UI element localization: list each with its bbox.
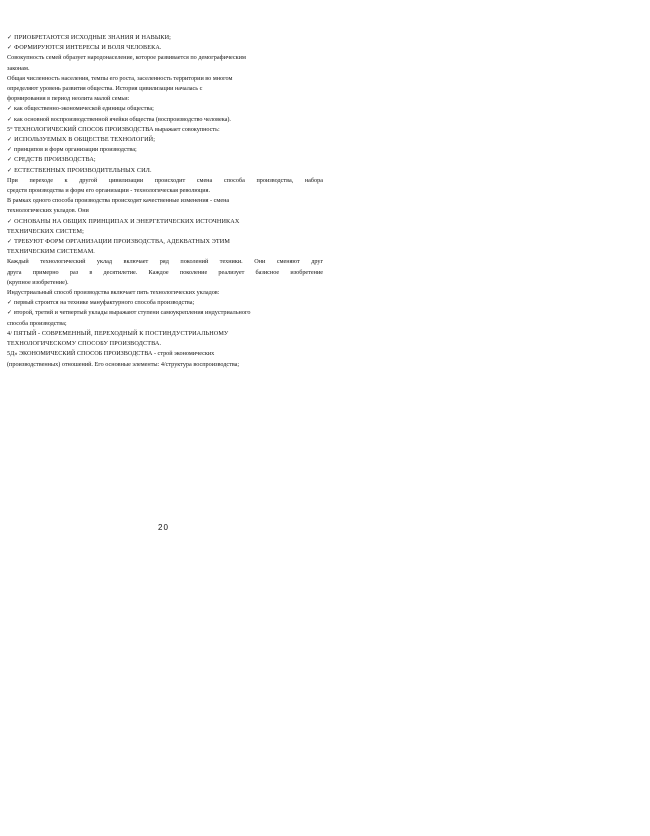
text-line bbox=[7, 298, 323, 308]
checkmark-icon: ✓ bbox=[7, 166, 13, 174]
text-line bbox=[7, 135, 323, 145]
text-line bbox=[7, 125, 323, 135]
text-line bbox=[7, 360, 323, 370]
text-line bbox=[7, 186, 323, 196]
text-line bbox=[7, 166, 323, 176]
text-line-content: как основной воспроизводственной ячейки общества (воспроизводство человека). bbox=[14, 115, 231, 123]
text-line-content: ПРИОБРЕТАЮТСЯ ИСХОДНЫЕ ЗНАНИЯ И НАВЫКИ; bbox=[14, 34, 171, 41]
text-line-content: 5Д» ЭКОНОМИЧЕСКИЙ СПОСОБ ПРОИЗВОДСТВА - строй экономических bbox=[7, 350, 215, 358]
text-line-content: ТЕХНОЛОГИЧЕСКОМУ СПОСОБУ ПРОИЗВОДСТВА. bbox=[7, 340, 162, 348]
text-line bbox=[7, 217, 323, 227]
text-line bbox=[7, 43, 323, 53]
checkmark-icon: ✓ bbox=[7, 44, 13, 52]
text-line bbox=[7, 227, 323, 237]
text-line bbox=[7, 155, 323, 165]
text-line-content: ОСНОВАНЫ НА ОБЩИХ ПРИНЦИПАХ И ЭНЕРГЕТИЧЕСКИХ ИСТОЧНИКАХ bbox=[14, 217, 240, 225]
text-line bbox=[7, 196, 323, 206]
checkmark-icon: ✓ bbox=[7, 299, 13, 307]
text-line-content: Совокупность семей образует народонаселение, которое развивается по демографическим bbox=[7, 54, 246, 62]
text-line-content: Индустриальный способ производства включает пять технологических укладов: bbox=[7, 289, 220, 297]
text-line-content: 5° ТЕХНОЛОГИЧЕСКИЙ СПОСОБ ПРОИЗВОДСТВА выражает совокупность: bbox=[7, 125, 220, 133]
text-line bbox=[7, 247, 323, 257]
text-line-content: ФОРМИРУЮТСЯ ИНТЕРЕСЫ И ВОЛЯ ЧЕЛОВЕКА. bbox=[14, 44, 162, 52]
checkmark-icon: ✓ bbox=[7, 238, 13, 246]
page-number: 20 bbox=[158, 523, 169, 532]
text-line-content: определяют уровень развития общества. История цивилизации началась с bbox=[7, 85, 203, 93]
checkmark-icon: ✓ bbox=[7, 156, 13, 164]
text-line bbox=[7, 74, 323, 84]
text-line bbox=[7, 339, 323, 349]
text-line bbox=[7, 278, 323, 288]
text-line bbox=[7, 64, 323, 74]
text-line bbox=[7, 145, 323, 155]
text-line bbox=[7, 33, 323, 43]
checkmark-icon: ✓ bbox=[7, 217, 13, 225]
text-line bbox=[7, 257, 323, 267]
checkmark-icon: ✓ bbox=[7, 105, 13, 113]
text-line bbox=[7, 237, 323, 247]
text-line-content: ТЕХНИЧЕСКИМ СИСТЕМАМ. bbox=[7, 248, 95, 256]
text-line bbox=[7, 94, 323, 104]
text-line-content: первый строится на технике мануфактурного способа производства; bbox=[14, 299, 195, 307]
text-line bbox=[7, 349, 323, 359]
document-text bbox=[7, 33, 323, 370]
text-line bbox=[7, 53, 323, 63]
text-line bbox=[7, 308, 323, 318]
text-line-content: ЕСТЕСТВЕННЫХ ПРОИЗВОДИТЕЛЬНЫХ СИЛ. bbox=[14, 166, 152, 174]
text-line bbox=[7, 84, 323, 94]
text-line-content: ИСПОЛЬЗУЕМЫХ В ОБЩЕСТВЕ ТЕХНОЛОГИЙ; bbox=[14, 136, 156, 144]
text-line-content: средств производства и форм его организации - технологическая революция. bbox=[7, 187, 211, 195]
text-line-content: ТРЕБУЮТ ФОРМ ОРГАНИЗАЦИИ ПРОИЗВОДСТВА, АДЕКВАТНЫХ ЭТИМ bbox=[14, 238, 230, 246]
text-line bbox=[7, 288, 323, 298]
text-line-content: (производственных) отношений. Его основные элементы: 4/структура воспроизводства; bbox=[7, 360, 240, 368]
text-line-content: второй, третий и четвертый уклады выражают ступени самоукрепления индустриального bbox=[14, 309, 251, 317]
text-line bbox=[7, 104, 323, 114]
text-line bbox=[7, 115, 323, 125]
text-line-content: законам. bbox=[7, 64, 30, 72]
text-line-content: (крупное изобретение). bbox=[7, 278, 69, 286]
text-line-content: принципов и форм организации производства; bbox=[14, 146, 137, 154]
text-line-content: Каждый технологический уклад включает ряд поколений техники. Они сменяют друг bbox=[7, 258, 323, 266]
checkmark-icon: ✓ bbox=[7, 309, 13, 317]
text-line bbox=[7, 329, 323, 339]
text-line-content: При переходе к другой цивилизации происходит смена способа производства, набора bbox=[7, 176, 323, 184]
checkmark-icon: ✓ bbox=[7, 34, 13, 41]
text-line-content: способа производства; bbox=[7, 319, 67, 327]
text-line-content: формирования в период неолита малой семьи: bbox=[7, 95, 130, 103]
checkmark-icon: ✓ bbox=[7, 115, 13, 123]
checkmark-icon: ✓ bbox=[7, 146, 13, 154]
text-line bbox=[7, 176, 323, 186]
text-line-content: как общественно-экономической единицы общества; bbox=[14, 105, 154, 113]
text-line-content: СРЕДСТВ ПРОИЗВОДСТВА; bbox=[14, 156, 96, 164]
checkmark-icon: ✓ bbox=[7, 136, 13, 144]
text-line-content: 4/ ПЯТЫЙ - СОВРЕМЕННЫЙ, ПЕРЕХОДНЫЙ К ПОСТИНДУСТРИАЛЬНОМУ bbox=[7, 329, 229, 337]
text-line bbox=[7, 319, 323, 329]
text-line-content: ТЕХНИЧЕСКИХ СИСТЕМ; bbox=[7, 227, 84, 235]
text-line-content: технологических укладов. Они bbox=[7, 207, 89, 215]
text-line bbox=[7, 268, 323, 278]
text-line bbox=[7, 206, 323, 216]
text-line-content: В рамках одного способа производства происходят качественные изменения - смена bbox=[7, 197, 230, 205]
text-line-content: друга примерно раз в десятилетие. Каждое поколение реализует базисное изобретение bbox=[7, 268, 323, 276]
text-line-content: Общая численность населения, темпы его роста, заселенность территории во многом bbox=[7, 74, 233, 82]
